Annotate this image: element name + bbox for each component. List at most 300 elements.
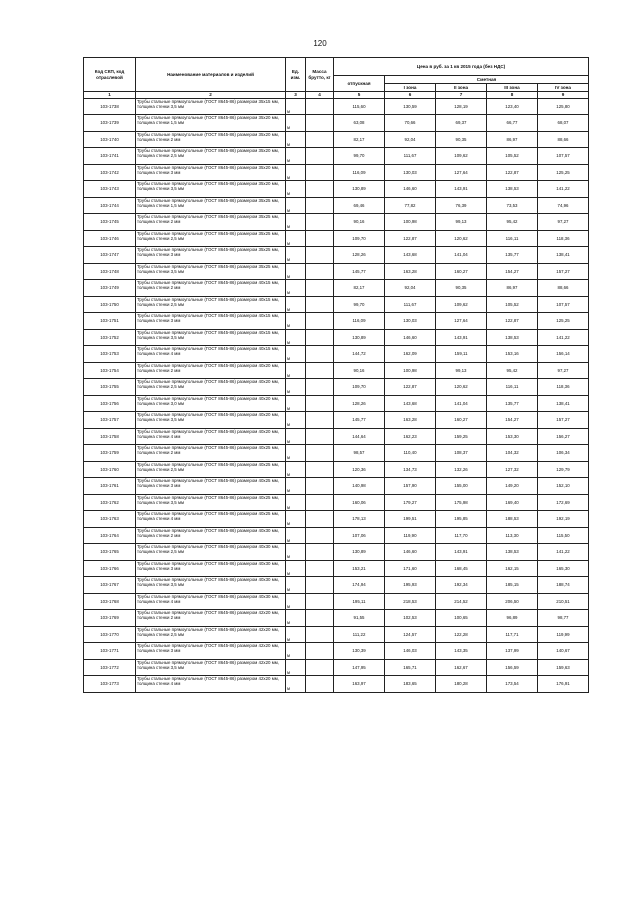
item-code: 103-1768	[84, 593, 136, 610]
table-row	[84, 214, 589, 231]
price-zone-1: 100,98	[385, 214, 436, 231]
price-zone-4: 115,50	[538, 527, 589, 544]
price-zone-2: 108,37	[436, 445, 487, 462]
price-zone-2: 117,70	[436, 527, 487, 544]
price-zone-1: 110,40	[385, 445, 436, 462]
price-zone-1: 111,67	[385, 296, 436, 313]
item-mass	[306, 313, 334, 330]
price-release: 99,70	[334, 296, 385, 313]
item-name: Трубы стальные прямоугольные (ГОСТ 8645-86) размером 35х25 мм, толщина стенки 1,5 мм	[136, 197, 286, 214]
price-zone-4: 88,66	[538, 280, 589, 297]
price-release: 130,89	[334, 181, 385, 198]
item-mass	[306, 643, 334, 660]
item-code: 103-1763	[84, 511, 136, 528]
item-unit: м	[286, 362, 306, 379]
price-zone-2: 128,19	[436, 98, 487, 115]
item-name: Трубы стальные прямоугольные (ГОСТ 8645-86) размером 35х15 мм, толщина стенки 3,5 мм	[136, 98, 286, 115]
item-mass	[306, 527, 334, 544]
price-release: 147,95	[334, 659, 385, 676]
item-name: Трубы стальные прямоугольные (ГОСТ 8645-86) размером 42х20 мм, толщина стенки 2,5 мм	[136, 626, 286, 643]
item-code: 103-1769	[84, 610, 136, 627]
price-zone-4: 172,69	[538, 494, 589, 511]
price-zone-3: 122,87	[487, 313, 538, 330]
item-name: Трубы стальные прямоугольные (ГОСТ 8645-86) размером 35х20 мм, толщина стенки 3 мм	[136, 164, 286, 181]
price-zone-3: 96,89	[487, 610, 538, 627]
price-zone-1: 92,04	[385, 280, 436, 297]
price-zone-4: 141,22	[538, 544, 589, 561]
price-zone-1: 218,53	[385, 593, 436, 610]
item-mass	[306, 131, 334, 148]
table-row	[84, 560, 589, 577]
table-row	[84, 626, 589, 643]
price-zone-1: 146,60	[385, 544, 436, 561]
price-release: 115,60	[334, 98, 385, 115]
price-release: 128,26	[334, 395, 385, 412]
item-unit: м	[286, 148, 306, 165]
price-release: 99,70	[334, 148, 385, 165]
price-zone-2: 109,62	[436, 148, 487, 165]
item-name: Трубы стальные прямоугольные (ГОСТ 8645-86) размером 40х30 мм, толщина стенки 3 мм	[136, 560, 286, 577]
table-row	[84, 593, 589, 610]
item-unit: м	[286, 313, 306, 330]
item-mass	[306, 428, 334, 445]
item-name: Трубы стальные прямоугольные (ГОСТ 8645-86) размером 42х20 мм, толщина стенки 4 мм	[136, 676, 286, 693]
item-name: Трубы стальные прямоугольные (ГОСТ 8645-86) размером 42х20 мм, толщина стенки 3 мм	[136, 643, 286, 660]
item-unit: м	[286, 263, 306, 280]
item-name: Трубы стальные прямоугольные (ГОСТ 8645-86) размером 35х20 мм, толщина стенки 1,5 мм	[136, 115, 286, 132]
item-code: 103-1740	[84, 131, 136, 148]
price-zone-2: 160,27	[436, 263, 487, 280]
price-release: 195,11	[334, 593, 385, 610]
price-release: 144,72	[334, 346, 385, 363]
table-row	[84, 445, 589, 462]
price-zone-2: 143,35	[436, 643, 487, 660]
price-zone-4: 118,36	[538, 379, 589, 396]
price-zone-4: 107,57	[538, 148, 589, 165]
price-zone-1: 119,90	[385, 527, 436, 544]
item-mass	[306, 593, 334, 610]
column-number: 4	[306, 92, 334, 99]
item-code: 103-1751	[84, 313, 136, 330]
price-zone-4: 159,63	[538, 659, 589, 676]
price-zone-2: 168,45	[436, 560, 487, 577]
item-mass	[306, 247, 334, 264]
price-zone-1: 130,59	[385, 98, 436, 115]
item-mass	[306, 560, 334, 577]
column-number: 3	[286, 92, 306, 99]
item-unit: м	[286, 643, 306, 660]
item-code: 103-1770	[84, 626, 136, 643]
price-zone-3: 138,53	[487, 181, 538, 198]
price-zone-4: 125,25	[538, 313, 589, 330]
item-code: 103-1749	[84, 280, 136, 297]
price-zone-3: 169,40	[487, 494, 538, 511]
price-zone-4: 152,10	[538, 478, 589, 495]
item-mass	[306, 164, 334, 181]
item-unit: м	[286, 181, 306, 198]
item-unit: м	[286, 544, 306, 561]
price-zone-2: 155,00	[436, 478, 487, 495]
item-mass	[306, 230, 334, 247]
price-zone-1: 92,04	[385, 131, 436, 148]
item-unit: м	[286, 395, 306, 412]
column-number: 1	[84, 92, 136, 99]
price-zone-3: 127,32	[487, 461, 538, 478]
item-unit: м	[286, 379, 306, 396]
item-name: Трубы стальные прямоугольные (ГОСТ 8645-86) размером 40х20 мм, толщина стенки 3,0 мм	[136, 395, 286, 412]
item-code: 103-1756	[84, 395, 136, 412]
item-code: 103-1739	[84, 115, 136, 132]
item-code: 103-1764	[84, 527, 136, 544]
item-code: 103-1773	[84, 676, 136, 693]
header-code: Код СКП, код отраслевой	[84, 58, 136, 92]
price-release: 130,89	[334, 329, 385, 346]
item-code: 103-1761	[84, 478, 136, 495]
price-zone-3: 116,11	[487, 379, 538, 396]
price-release: 130,39	[334, 643, 385, 660]
price-zone-2: 175,98	[436, 494, 487, 511]
item-code: 103-1772	[84, 659, 136, 676]
price-zone-4: 192,19	[538, 511, 589, 528]
price-zone-4: 74,96	[538, 197, 589, 214]
price-release: 178,13	[334, 511, 385, 528]
price-zone-2: 127,64	[436, 313, 487, 330]
item-mass	[306, 610, 334, 627]
price-zone-3: 117,71	[487, 626, 538, 643]
item-unit: м	[286, 115, 306, 132]
price-zone-2: 127,64	[436, 164, 487, 181]
item-code: 103-1758	[84, 428, 136, 445]
item-unit: м	[286, 230, 306, 247]
column-number: 5	[334, 92, 385, 99]
price-zone-2: 162,67	[436, 659, 487, 676]
page-number: 120	[313, 39, 327, 48]
price-zone-2: 100,65	[436, 610, 487, 627]
price-zone-4: 176,91	[538, 676, 589, 693]
price-zone-3: 135,77	[487, 247, 538, 264]
item-name: Трубы стальные прямоугольные (ГОСТ 8645-86) размером 40х30 мм, толщина стенки 2,5 мм	[136, 544, 286, 561]
price-zone-1: 130,03	[385, 313, 436, 330]
item-name: Трубы стальные прямоугольные (ГОСТ 8645-86) размером 40х20 мм, толщина стенки 3,5 мм	[136, 412, 286, 429]
table-row	[84, 181, 589, 198]
item-unit: м	[286, 478, 306, 495]
item-mass	[306, 115, 334, 132]
price-release: 140,98	[334, 478, 385, 495]
item-unit: м	[286, 445, 306, 462]
price-zone-3: 73,53	[487, 197, 538, 214]
item-mass	[306, 197, 334, 214]
price-zone-1: 195,93	[385, 577, 436, 594]
item-mass	[306, 395, 334, 412]
price-zone-2: 214,52	[436, 593, 487, 610]
price-zone-3: 104,32	[487, 445, 538, 462]
item-unit: м	[286, 626, 306, 643]
item-unit: м	[286, 560, 306, 577]
price-zone-2: 120,62	[436, 230, 487, 247]
item-name: Трубы стальные прямоугольные (ГОСТ 8645-86) размером 40х25 мм, толщина стенки 3,5 мм	[136, 494, 286, 511]
price-zone-2: 143,91	[436, 181, 487, 198]
price-zone-2: 143,91	[436, 329, 487, 346]
price-zone-3: 95,42	[487, 214, 538, 231]
column-number: 9	[538, 92, 589, 99]
price-zone-2: 143,91	[436, 544, 487, 561]
item-code: 103-1738	[84, 98, 136, 115]
table-row	[84, 98, 589, 115]
price-zone-4: 106,34	[538, 445, 589, 462]
item-mass	[306, 280, 334, 297]
item-code: 103-1742	[84, 164, 136, 181]
table-row	[84, 676, 589, 693]
price-release: 90,16	[334, 362, 385, 379]
item-unit: м	[286, 164, 306, 181]
item-name: Трубы стальные прямоугольные (ГОСТ 8645-86) размером 35х20 мм, толщина стенки 2 мм	[136, 131, 286, 148]
item-unit: м	[286, 197, 306, 214]
price-zone-1: 111,67	[385, 148, 436, 165]
price-zone-4: 188,74	[538, 577, 589, 594]
item-mass	[306, 296, 334, 313]
price-zone-3: 173,54	[487, 676, 538, 693]
price-zone-3: 137,99	[487, 643, 538, 660]
header-release: отпускная	[334, 76, 385, 92]
price-release: 116,09	[334, 164, 385, 181]
price-release: 107,06	[334, 527, 385, 544]
price-zone-4: 97,27	[538, 214, 589, 231]
item-name: Трубы стальные прямоугольные (ГОСТ 8645-86) размером 40х25 мм, толщина стенки 2,5 мм	[136, 461, 286, 478]
column-number: 8	[487, 92, 538, 99]
price-zone-4: 118,36	[538, 230, 589, 247]
column-number: 6	[385, 92, 436, 99]
item-mass	[306, 181, 334, 198]
table-row	[84, 610, 589, 627]
table-row	[84, 230, 589, 247]
item-code: 103-1746	[84, 230, 136, 247]
table-row	[84, 247, 589, 264]
price-zone-4: 88,66	[538, 131, 589, 148]
price-zone-1: 163,28	[385, 263, 436, 280]
item-mass	[306, 445, 334, 462]
price-zone-2: 159,11	[436, 346, 487, 363]
price-release: 98,57	[334, 445, 385, 462]
price-zone-3: 86,97	[487, 280, 538, 297]
item-name: Трубы стальные прямоугольные (ГОСТ 8645-86) размером 35х25 мм, толщина стенки 2,5 мм	[136, 230, 286, 247]
item-code: 103-1743	[84, 181, 136, 198]
table-row	[84, 395, 589, 412]
item-name: Трубы стальные прямоугольные (ГОСТ 8645-86) размером 42х20 мм, толщина стенки 3,5 мм	[136, 659, 286, 676]
item-name: Трубы стальные прямоугольные (ГОСТ 8645-86) размером 40х25 мм, толщина стенки 3 мм	[136, 478, 286, 495]
item-name: Трубы стальные прямоугольные (ГОСТ 8645-86) размером 35х20 мм, толщина стенки 3,5 мм	[136, 181, 286, 198]
item-unit: м	[286, 659, 306, 676]
item-code: 103-1760	[84, 461, 136, 478]
item-mass	[306, 214, 334, 231]
price-zone-4: 141,22	[538, 181, 589, 198]
price-zone-4: 210,51	[538, 593, 589, 610]
price-zone-4: 119,99	[538, 626, 589, 643]
item-mass	[306, 676, 334, 693]
item-code: 103-1748	[84, 263, 136, 280]
price-zone-3: 138,53	[487, 544, 538, 561]
price-zone-1: 122,87	[385, 230, 436, 247]
item-mass	[306, 379, 334, 396]
price-zone-2: 99,13	[436, 214, 487, 231]
price-zone-4: 125,80	[538, 98, 589, 115]
table-row	[84, 511, 589, 528]
item-mass	[306, 461, 334, 478]
table-row	[84, 131, 589, 148]
item-mass	[306, 577, 334, 594]
price-zone-1: 130,03	[385, 164, 436, 181]
price-zone-1: 70,66	[385, 115, 436, 132]
price-release: 82,17	[334, 280, 385, 297]
header-zone-2: II зона	[436, 84, 487, 92]
price-zone-4: 157,27	[538, 263, 589, 280]
table-row	[84, 544, 589, 561]
item-unit: м	[286, 131, 306, 148]
price-zone-1: 165,71	[385, 659, 436, 676]
item-mass	[306, 98, 334, 115]
price-zone-3: 138,53	[487, 329, 538, 346]
price-zone-1: 143,68	[385, 247, 436, 264]
item-unit: м	[286, 247, 306, 264]
price-zone-4: 138,41	[538, 395, 589, 412]
price-zone-1: 134,73	[385, 461, 436, 478]
table-row	[84, 428, 589, 445]
price-zone-2: 109,62	[436, 296, 487, 313]
item-name: Трубы стальные прямоугольные (ГОСТ 8645-86) размером 42х20 мм, толщина стенки 2 мм	[136, 610, 286, 627]
column-number: 7	[436, 92, 487, 99]
price-zone-4: 97,27	[538, 362, 589, 379]
price-zone-1: 157,90	[385, 478, 436, 495]
price-release: 160,06	[334, 494, 385, 511]
price-zone-3: 156,59	[487, 659, 538, 676]
price-zone-3: 153,30	[487, 428, 538, 445]
table-row	[84, 461, 589, 478]
price-release: 130,89	[334, 544, 385, 561]
item-name: Трубы стальные прямоугольные (ГОСТ 8645-86) размером 40х15 мм, толщина стенки 2 мм	[136, 280, 286, 297]
price-zone-2: 141,04	[436, 247, 487, 264]
price-zone-3: 206,50	[487, 593, 538, 610]
price-zone-2: 159,25	[436, 428, 487, 445]
price-zone-1: 124,57	[385, 626, 436, 643]
price-zone-3: 116,11	[487, 230, 538, 247]
header-estimate: Сметная	[385, 76, 589, 84]
price-release: 116,09	[334, 313, 385, 330]
table-row	[84, 296, 589, 313]
table-row	[84, 478, 589, 495]
price-zone-3: 66,77	[487, 115, 538, 132]
item-code: 103-1744	[84, 197, 136, 214]
item-unit: м	[286, 98, 306, 115]
item-code: 103-1741	[84, 148, 136, 165]
item-unit: м	[286, 593, 306, 610]
price-zone-2: 195,85	[436, 511, 487, 528]
price-zone-3: 154,27	[487, 263, 538, 280]
table-row	[84, 643, 589, 660]
table-row	[84, 164, 589, 181]
price-zone-4: 157,27	[538, 412, 589, 429]
item-unit: м	[286, 577, 306, 594]
price-zone-3: 154,27	[487, 412, 538, 429]
price-zone-1: 179,27	[385, 494, 436, 511]
table-row	[84, 115, 589, 132]
item-name: Трубы стальные прямоугольные (ГОСТ 8645-86) размером 40х15 мм, толщина стенки 3,5 мм	[136, 329, 286, 346]
item-unit: м	[286, 346, 306, 363]
item-name: Трубы стальные прямоугольные (ГОСТ 8645-86) размером 40х15 мм, толщина стенки 4 мм	[136, 346, 286, 363]
price-zone-2: 160,27	[436, 412, 487, 429]
price-zone-1: 77,82	[385, 197, 436, 214]
item-unit: м	[286, 494, 306, 511]
item-mass	[306, 148, 334, 165]
item-name: Трубы стальные прямоугольные (ГОСТ 8645-86) размером 40х30 мм, толщина стенки 3,5 мм	[136, 577, 286, 594]
price-zone-4: 156,27	[538, 428, 589, 445]
table-row	[84, 362, 589, 379]
price-zone-3: 86,97	[487, 131, 538, 148]
table-row	[84, 263, 589, 280]
price-zone-3: 185,15	[487, 577, 538, 594]
header-price-title: Цена в руб. за 1 кв 2015 года (без НДС)	[334, 58, 589, 76]
price-zone-4: 156,14	[538, 346, 589, 363]
item-name: Трубы стальные прямоугольные (ГОСТ 8645-86) размером 40х15 мм, толщина стенки 3 мм	[136, 313, 286, 330]
price-zone-3: 135,77	[487, 395, 538, 412]
price-zone-2: 99,13	[436, 362, 487, 379]
price-zone-3: 153,16	[487, 346, 538, 363]
price-zone-1: 162,09	[385, 346, 436, 363]
price-zone-3: 188,53	[487, 511, 538, 528]
price-table	[83, 57, 589, 693]
item-name: Трубы стальные прямоугольные (ГОСТ 8645-86) размером 40х30 мм, толщина стенки 4 мм	[136, 593, 286, 610]
item-unit: м	[286, 428, 306, 445]
price-zone-1: 100,98	[385, 362, 436, 379]
item-code: 103-1755	[84, 379, 136, 396]
price-zone-1: 199,51	[385, 511, 436, 528]
price-zone-3: 113,30	[487, 527, 538, 544]
price-zone-4: 98,77	[538, 610, 589, 627]
item-code: 103-1752	[84, 329, 136, 346]
price-zone-3: 122,87	[487, 164, 538, 181]
price-zone-3: 149,20	[487, 478, 538, 495]
header-unit: Ед. изм.	[286, 58, 306, 92]
price-zone-2: 122,28	[436, 626, 487, 643]
item-mass	[306, 659, 334, 676]
price-zone-1: 146,60	[385, 181, 436, 198]
item-name: Трубы стальные прямоугольные (ГОСТ 8645-86) размером 40х20 мм, толщина стенки 2 мм	[136, 362, 286, 379]
item-name: Трубы стальные прямоугольные (ГОСТ 8645-86) размером 40х15 мм, толщина стенки 2,5 мм	[136, 296, 286, 313]
item-mass	[306, 511, 334, 528]
price-zone-4: 140,67	[538, 643, 589, 660]
price-release: 163,97	[334, 676, 385, 693]
table-row	[84, 148, 589, 165]
table-body	[84, 98, 589, 692]
item-code: 103-1757	[84, 412, 136, 429]
price-zone-2: 141,04	[436, 395, 487, 412]
item-mass	[306, 329, 334, 346]
table-row	[84, 577, 589, 594]
item-code: 103-1765	[84, 544, 136, 561]
price-zone-1: 163,28	[385, 412, 436, 429]
header-name: Наименование материалов и изделий	[136, 58, 286, 92]
price-zone-4: 107,57	[538, 296, 589, 313]
item-code: 103-1745	[84, 214, 136, 231]
item-name: Трубы стальные прямоугольные (ГОСТ 8645-86) размером 35х20 мм, толщина стенки 2,5 мм	[136, 148, 286, 165]
item-mass	[306, 626, 334, 643]
price-release: 90,16	[334, 214, 385, 231]
price-zone-3: 123,40	[487, 98, 538, 115]
price-zone-2: 69,37	[436, 115, 487, 132]
price-zone-1: 143,68	[385, 395, 436, 412]
table-row	[84, 313, 589, 330]
table-row	[84, 280, 589, 297]
item-name: Трубы стальные прямоугольные (ГОСТ 8645-86) размером 35х25 мм, толщина стенки 3 мм	[136, 247, 286, 264]
item-unit: м	[286, 610, 306, 627]
